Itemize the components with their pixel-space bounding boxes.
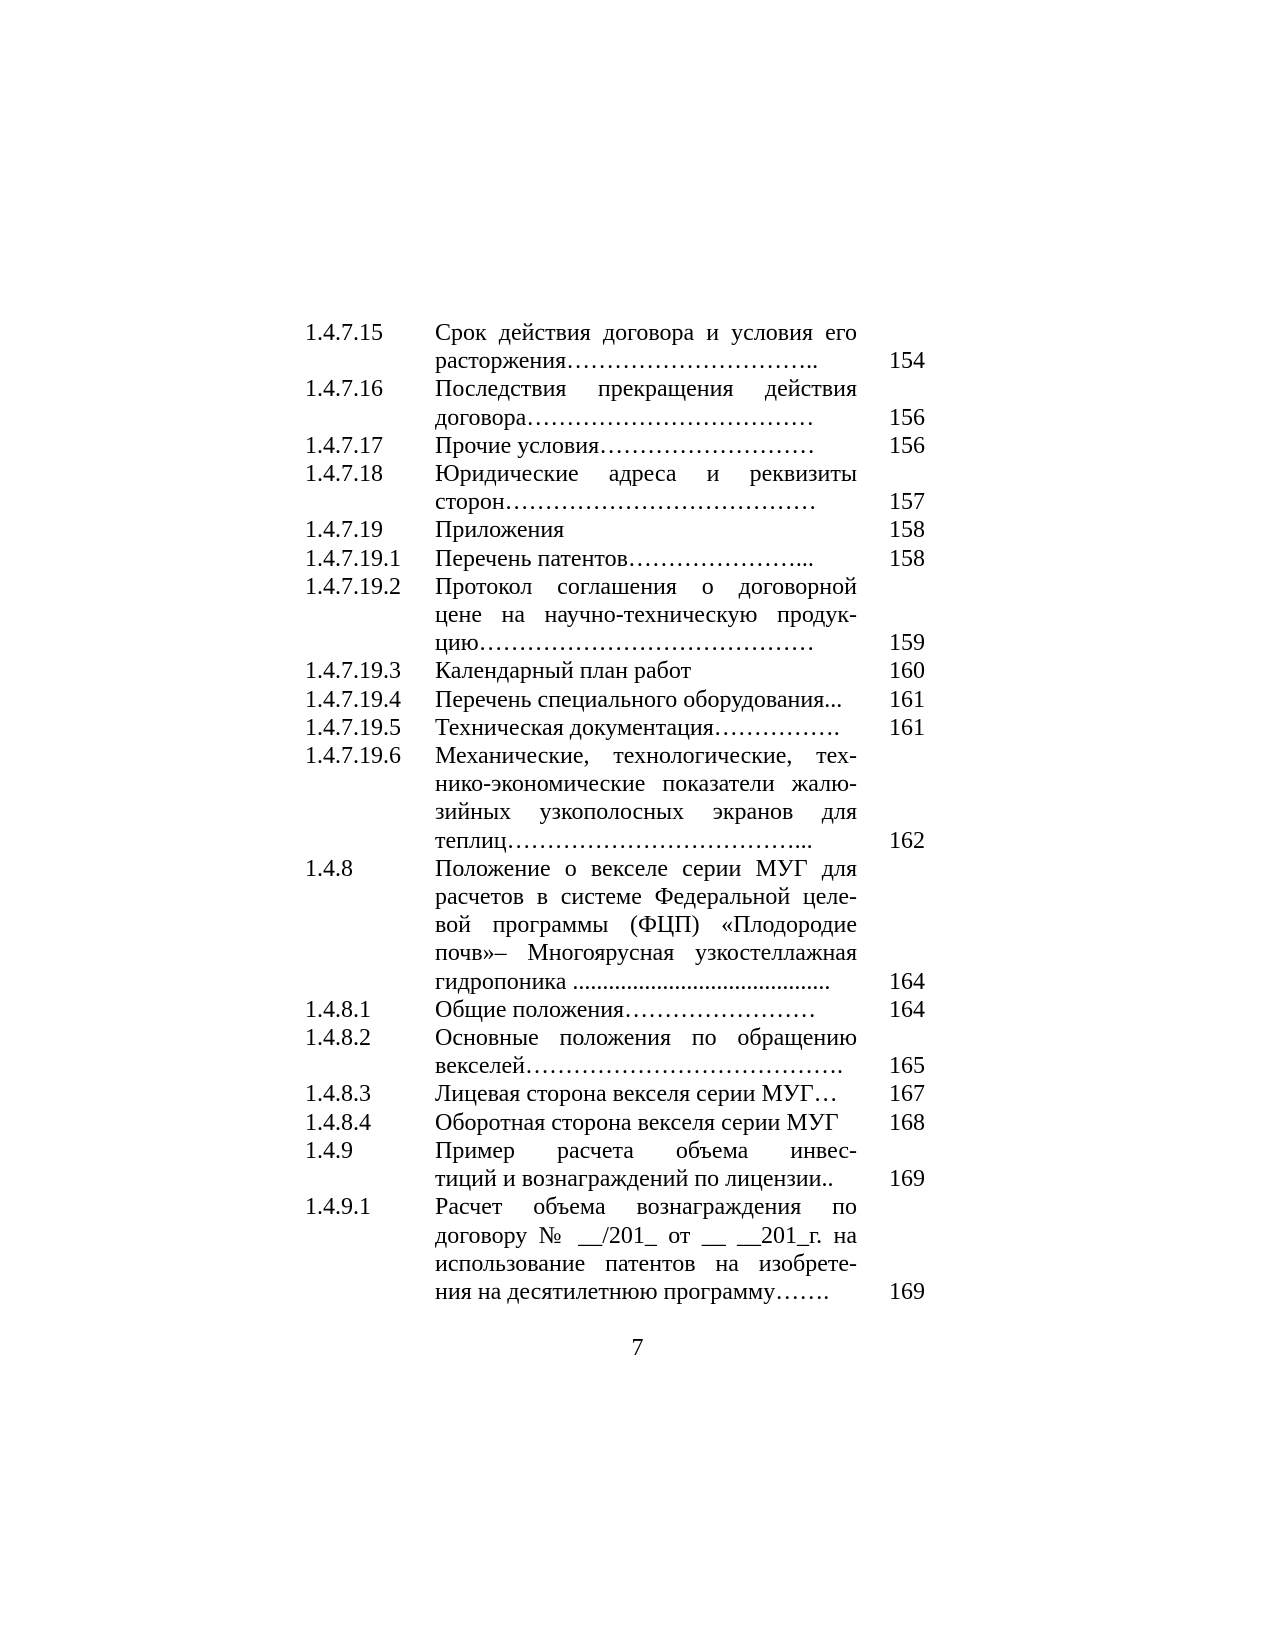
toc-entry-title-line: Расчет объема вознаграждения по xyxy=(435,1194,857,1221)
toc-entry xyxy=(305,432,925,460)
toc-entry-title-line: сторон………………………………… xyxy=(435,489,817,516)
toc-entry-page: 159 xyxy=(889,630,925,657)
toc-entry xyxy=(305,657,925,685)
toc-entry-title xyxy=(435,1080,857,1108)
toc-entry-number: 1.4.7.19.4 xyxy=(305,686,401,713)
toc-entry-page: 156 xyxy=(889,404,925,431)
toc-entry-title-line: использование патентов на изобрете- xyxy=(435,1250,857,1277)
toc-entry-title-line: почв»– Многоярусная узкостеллажная xyxy=(435,940,857,967)
toc-entry-title xyxy=(435,1137,857,1193)
toc-entry-number: 1.4.8.1 xyxy=(305,996,371,1023)
toc-entry-number: 1.4.7.15 xyxy=(305,320,383,346)
toc-entry xyxy=(305,742,925,855)
toc-entry-page: 164 xyxy=(889,968,925,995)
toc-entry xyxy=(305,996,925,1024)
toc-entry-title-line: Прочие условия……………………… xyxy=(435,432,816,459)
toc-entry-title-line: Механические, технологические, тех- xyxy=(435,743,857,770)
toc-entry-title xyxy=(435,996,857,1024)
toc-entry-number: 1.4.8 xyxy=(305,855,353,882)
toc-entry-number: 1.4.9.1 xyxy=(305,1194,371,1221)
toc-entry-title-line: Последствия прекращения действия xyxy=(435,376,857,403)
toc-entry-title-line: Оборотная сторона векселя серии МУГ xyxy=(435,1109,839,1136)
toc-entry-title-line: цене на научно-техническую продук- xyxy=(435,602,857,629)
toc-entry-number: 1.4.9 xyxy=(305,1137,353,1164)
toc-entry-title-line: цию…………………………………… xyxy=(435,630,815,657)
toc-entry-title xyxy=(435,516,857,544)
toc-entry-number: 1.4.7.16 xyxy=(305,376,383,403)
toc-entry-page: 156 xyxy=(889,432,925,459)
toc-entry-title-line: гидропоника ........................................... xyxy=(435,968,831,995)
toc-entry-page: 169 xyxy=(889,1278,925,1305)
toc-entry-page: 164 xyxy=(889,996,925,1023)
toc-entry-page: 169 xyxy=(889,1166,925,1193)
toc-entry xyxy=(305,516,925,544)
toc-entry xyxy=(305,375,925,431)
toc-entry xyxy=(305,1193,925,1306)
toc-entry xyxy=(305,1137,925,1193)
toc-entry-number: 1.4.7.19.2 xyxy=(305,573,401,600)
toc-entry-title-line: Перечень специального оборудования... xyxy=(435,686,843,713)
toc-entry-title-line: Перечень патентов…………………... xyxy=(435,545,814,572)
toc-entry xyxy=(305,855,925,996)
toc-entry xyxy=(305,573,925,658)
toc-entry-title-line: тиций и вознаграждений по лицензии.. xyxy=(435,1166,834,1193)
toc-entry-page: 165 xyxy=(889,1053,925,1080)
toc-entry-page: 161 xyxy=(889,686,925,713)
toc-entry-title xyxy=(435,686,857,714)
toc-entry-title-line: договора……………………………… xyxy=(435,404,815,431)
toc-entry-page: 167 xyxy=(889,1081,925,1108)
toc-entry-title-line: векселей…………………………………. xyxy=(435,1053,843,1080)
toc-entry-page: 158 xyxy=(889,545,925,572)
toc-entry-title-line: теплиц………………………………... xyxy=(435,827,813,854)
toc-entry-title xyxy=(435,1024,857,1080)
toc-entry-title-line: расторжения………………………….. xyxy=(435,348,819,375)
toc-entry-title-line: Общие положения…………………… xyxy=(435,996,817,1023)
toc-entry-title xyxy=(435,432,857,460)
toc-entry-title xyxy=(435,375,857,431)
toc-entry-title-line: расчетов в системе Федеральной целе- xyxy=(435,884,857,911)
toc-entry-page: 168 xyxy=(889,1109,925,1136)
toc-entry-title xyxy=(435,460,857,516)
toc-entry xyxy=(305,319,925,375)
toc-entry xyxy=(305,1109,925,1137)
toc-entry xyxy=(305,1024,925,1080)
toc-entry-number: 1.4.7.19 xyxy=(305,517,383,544)
toc-entry-title xyxy=(435,545,857,573)
toc-entry-title-line: Пример расчета объема инвес- xyxy=(435,1137,857,1164)
toc-entry xyxy=(305,545,925,573)
toc-entry-page: 160 xyxy=(889,658,925,685)
toc-entry-number: 1.4.7.19.5 xyxy=(305,714,401,741)
toc-entry-page: 162 xyxy=(889,827,925,854)
toc-entry-title xyxy=(435,319,857,375)
toc-entry-title-line: нико-экономические показатели жалю- xyxy=(435,771,857,798)
toc-entry-title-line: Лицевая сторона векселя серии МУГ… xyxy=(435,1081,838,1108)
toc-entry-title xyxy=(435,855,857,996)
toc-entry-number: 1.4.7.19.3 xyxy=(305,658,401,685)
toc-entry-title xyxy=(435,1109,857,1137)
toc-entry-number: 1.4.8.2 xyxy=(305,1025,371,1052)
toc-entry-title-line: вой программы (ФЦП) «Плодородие xyxy=(435,912,857,939)
toc-entry-number: 1.4.8.4 xyxy=(305,1109,371,1136)
toc-entry-page: 161 xyxy=(889,714,925,741)
toc-entry-title xyxy=(435,714,857,742)
toc-entry-title xyxy=(435,1193,857,1306)
toc-entry-title-line: Основные положения по обращению xyxy=(435,1025,857,1052)
toc-entry-title-line: ния на десятилетнюю программу……. xyxy=(435,1278,830,1305)
toc-entry-title-line: Срок действия договора и условия его xyxy=(435,320,857,346)
toc-entry-title xyxy=(435,573,857,658)
toc-entry-title-line: договору № __/201_ от __ __201_г. на xyxy=(435,1222,857,1249)
toc-entry-title xyxy=(435,657,857,685)
toc-entry-title-line: Протокол соглашения о договорной xyxy=(435,573,857,600)
toc-entry-page: 158 xyxy=(889,517,925,544)
toc-entry xyxy=(305,714,925,742)
toc-entry-number: 1.4.7.19.1 xyxy=(305,545,401,572)
toc-entry-title-line: Юридические адреса и реквизиты xyxy=(435,461,857,488)
page-number: 7 xyxy=(631,1335,644,1361)
toc-entry-title xyxy=(435,742,857,855)
toc-entry-number: 1.4.7.19.6 xyxy=(305,743,401,770)
toc-entry-number: 1.4.8.3 xyxy=(305,1081,371,1108)
toc-entry xyxy=(305,460,925,516)
toc-entry-title-line: зийных узкополосных экранов для xyxy=(435,799,857,826)
toc-entry xyxy=(305,686,925,714)
toc-entry-title-line: Положение о векселе серии МУГ для xyxy=(435,855,857,882)
toc-entry-page: 154 xyxy=(889,348,925,375)
toc-entry-title-line: Приложения xyxy=(435,517,565,544)
table-of-contents xyxy=(305,319,925,1306)
toc-entry-page: 157 xyxy=(889,489,925,516)
toc-entry-title-line: Календарный план работ xyxy=(435,658,692,685)
toc-entry-number: 1.4.7.17 xyxy=(305,432,383,459)
toc-entry xyxy=(305,1080,925,1108)
toc-entry-number: 1.4.7.18 xyxy=(305,461,383,488)
toc-entry-title-line: Техническая документация……………. xyxy=(435,714,840,741)
